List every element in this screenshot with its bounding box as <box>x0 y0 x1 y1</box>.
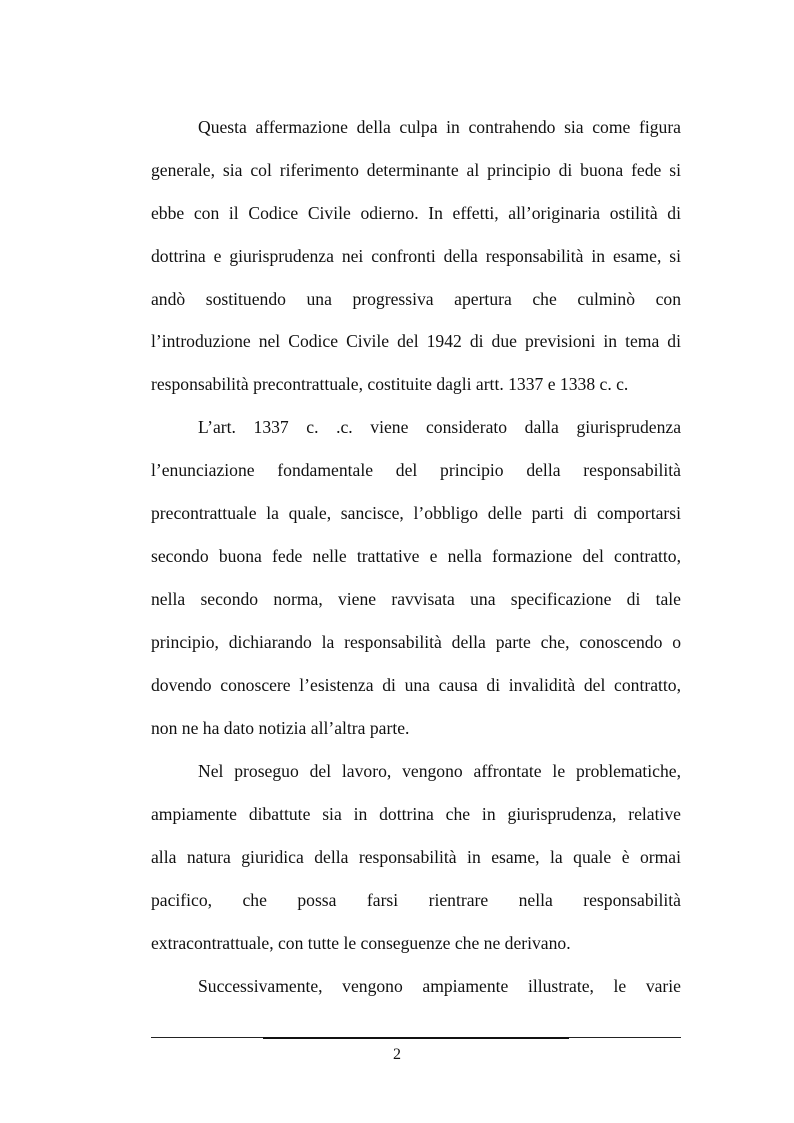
paragraph-3-line-5: extracontrattuale, con tutte le conseguenze che ne derivano. <box>151 933 571 953</box>
paragraph-2-line-4: secondo buona fede nelle trattative e nella formazione del contratto, <box>151 546 681 566</box>
footer-rule-accent <box>263 1037 569 1039</box>
paragraph-1-line-4: dottrina e giurisprudenza nei confronti della responsabilità in esame, si <box>151 246 681 266</box>
paragraph-3-line-3: alla natura giuridica della responsabilità in esame, la quale è ormai <box>151 847 681 867</box>
paragraph-1-line-2: generale, sia col riferimento determinante al principio di buona fede si <box>151 160 681 180</box>
paragraph-1-line-6: l’introduzione nel Codice Civile del 1942 di due previsioni in tema di <box>151 331 681 351</box>
paragraph-1-line-5: andò sostituendo una progressiva apertura che culminò con <box>151 289 681 309</box>
paragraph-2-line-3: precontrattuale la quale, sancisce, l’obbligo delle parti di comportarsi <box>151 503 681 523</box>
paragraph-1-line-7: responsabilità precontrattuale, costituite dagli artt. 1337 e 1338 c. c. <box>151 374 629 394</box>
paragraph-2-line-5: nella secondo norma, viene ravvisata una specificazione di tale <box>151 589 681 609</box>
paragraph-2-line-2: l’enunciazione fondamentale del principio della responsabilità <box>151 460 681 480</box>
paragraph-1-line-1: Questa affermazione della culpa in contrahendo sia come figura <box>198 117 681 137</box>
paragraph-3-line-1: Nel proseguo del lavoro, vengono affrontate le problematiche, <box>198 761 681 781</box>
paragraph-3-line-4: pacifico, che possa farsi rientrare nella responsabilità <box>151 890 681 910</box>
page-number: 2 <box>393 1046 401 1063</box>
paragraph-1-line-3: ebbe con il Codice Civile odierno. In effetti, all’originaria ostilità di <box>151 203 681 223</box>
paragraph-3-line-2: ampiamente dibattute sia in dottrina che in giurisprudenza, relative <box>151 804 681 824</box>
paragraph-2-line-7: dovendo conoscere l’esistenza di una causa di invalidità del contratto, <box>151 675 681 695</box>
paragraph-4-line-1: Successivamente, vengono ampiamente illustrate, le varie <box>198 976 681 996</box>
paragraph-2-line-6: principio, dichiarando la responsabilità della parte che, conoscendo o <box>151 632 681 652</box>
paragraph-2-line-1: L’art. 1337 c. .c. viene considerato dalla giurisprudenza <box>198 417 681 437</box>
paragraph-2-line-8: non ne ha dato notizia all’altra parte. <box>151 718 410 738</box>
